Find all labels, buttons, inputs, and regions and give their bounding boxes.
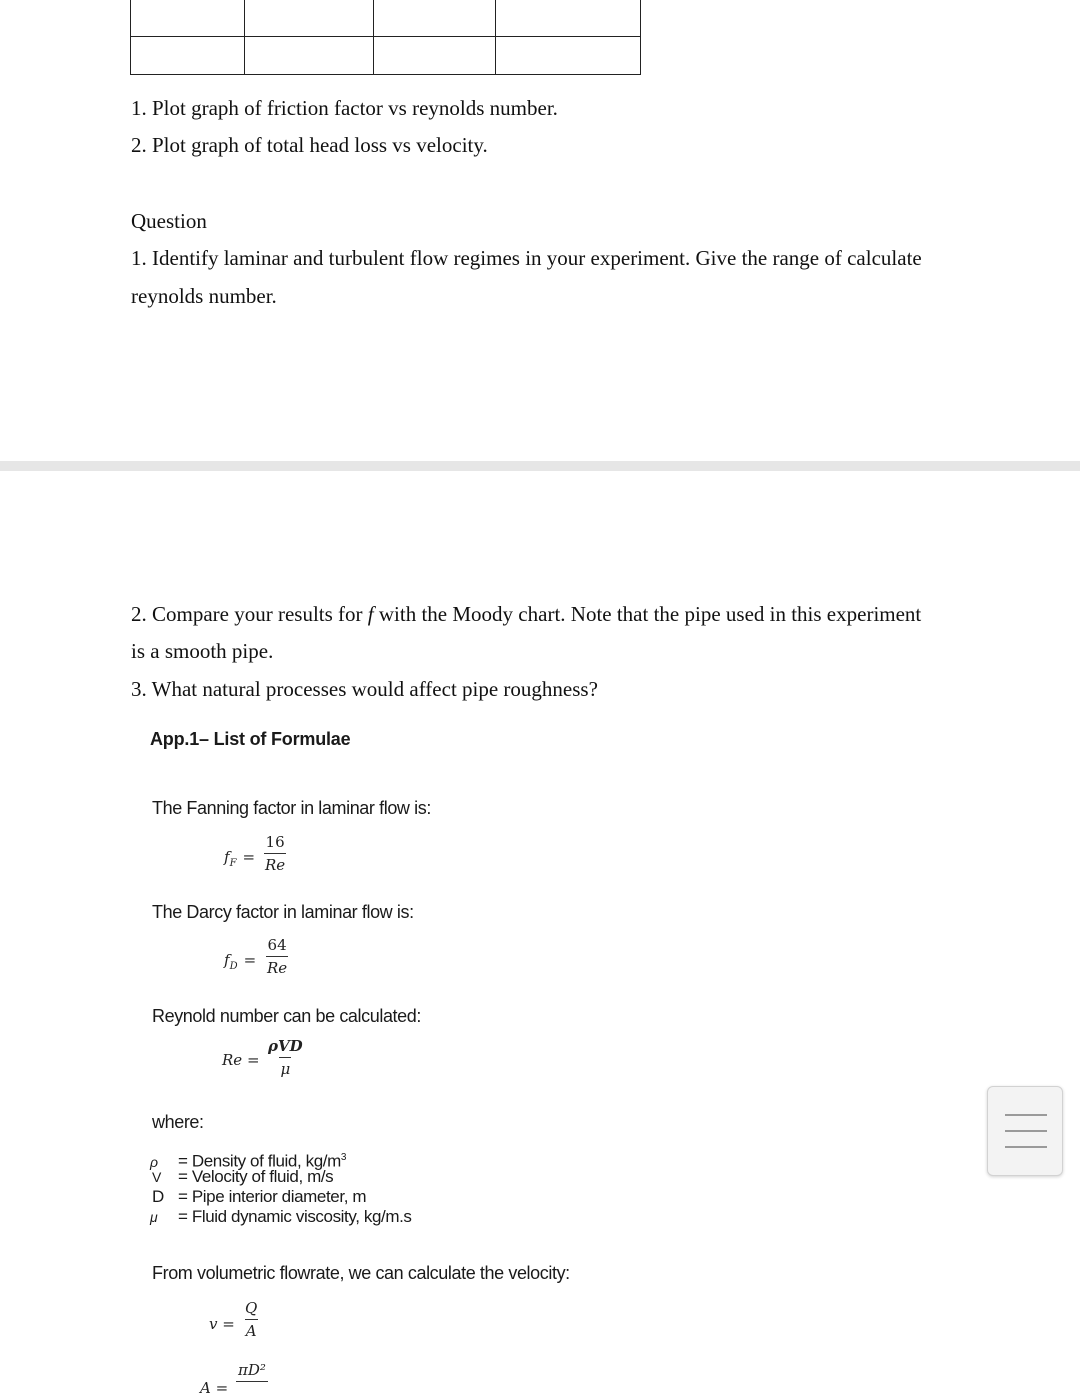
question-2-pre: 2. Compare your results for <box>131 602 368 626</box>
fanning-denominator: Re <box>264 853 286 873</box>
symbol-list <box>150 1148 412 1227</box>
darcy-numerator: 64 <box>267 936 287 954</box>
question-2-line-2: is a smooth pipe. <box>131 639 274 663</box>
reynolds-denominator: μ <box>279 1057 291 1077</box>
darcy-lhs-sub: D <box>229 961 238 972</box>
area-numerator: πD² <box>238 1361 266 1379</box>
question-3: 3. What natural processes would affect pipe roughness? <box>131 677 598 701</box>
darcy-lhs: $f_D$ = <box>224 951 257 972</box>
symbol-density-sup: 3 <box>340 1152 347 1163</box>
menu-button[interactable] <box>987 1086 1063 1176</box>
fanning-lhs: $f_F$ = <box>224 848 256 869</box>
darcy-intro: The Darcy factor in laminar flow is: <box>152 902 414 922</box>
symbol-row-viscosity <box>150 1207 412 1227</box>
area-lhs: A = <box>200 1379 229 1397</box>
symbol-row-diameter <box>150 1187 412 1207</box>
appendix-title: App.1– List of Formulae <box>150 729 351 749</box>
symbol-mu: μ <box>150 1208 158 1225</box>
question-2-post: with the Moody chart. Note that the pipe used in this experiment <box>373 602 922 626</box>
area-fraction <box>236 1362 268 1385</box>
question-1-line-1: 1. Identify laminar and turbulent flow regimes in your experiment. Give the range of calculate <box>131 246 922 270</box>
velocity-numerator: Q <box>245 1299 258 1317</box>
velocity-fraction <box>244 1300 258 1339</box>
table-row <box>131 0 641 37</box>
table-cell <box>496 0 641 37</box>
question-1-line-2: reynolds number. <box>131 284 277 308</box>
fanning-fraction <box>264 834 286 873</box>
table-cell <box>245 37 374 75</box>
darcy-denominator: Re <box>266 956 288 976</box>
velocity-intro: From volumetric flowrate, we can calculate the velocity: <box>152 1263 570 1283</box>
symbol-velocity-desc: = Velocity of fluid, m/s <box>178 1166 334 1186</box>
table-cell <box>374 37 496 75</box>
symbol-d: D <box>152 1186 164 1206</box>
symbol-density-desc: = Density of fluid, kg/m <box>178 1151 341 1171</box>
reynolds-fraction <box>267 1038 304 1077</box>
symbol-diameter-desc: = Pipe interior diameter, m <box>178 1186 367 1206</box>
table-row <box>131 37 641 75</box>
question-2-var: f <box>367 602 374 626</box>
fanning-lhs-symbol: f <box>224 848 230 866</box>
table-cell <box>131 37 245 75</box>
page-separator <box>0 461 1080 471</box>
symbol-rho: ρ <box>150 1153 158 1170</box>
table-cell <box>131 0 245 37</box>
symbol-row-velocity <box>150 1167 412 1187</box>
reynolds-numerator: ρVD <box>268 1037 303 1055</box>
fanning-lhs-sub: F <box>229 858 237 869</box>
where-label: where: <box>152 1112 204 1132</box>
table-cell <box>374 0 496 37</box>
table-cell <box>496 37 641 75</box>
velocity-lhs: v = <box>209 1315 235 1333</box>
darcy-lhs-symbol: f <box>224 951 230 969</box>
reynolds-intro: Reynold number can be calculated: <box>152 1006 421 1026</box>
table-cell <box>245 0 374 37</box>
fanning-intro: The Fanning factor in laminar flow is: <box>152 798 431 818</box>
instruction-2: 2. Plot graph of total head loss vs velocity. <box>131 133 488 157</box>
question-heading: Question <box>131 209 207 233</box>
question-2-line-1 <box>131 602 921 627</box>
darcy-fraction <box>266 937 288 976</box>
instruction-1: 1. Plot graph of friction factor vs reynolds number. <box>131 96 558 120</box>
symbol-viscosity-desc: = Fluid dynamic viscosity, kg/m.s <box>178 1206 412 1226</box>
symbol-v: V <box>152 1168 161 1185</box>
velocity-denominator: A <box>245 1319 258 1339</box>
reynolds-lhs: Re = <box>222 1051 260 1069</box>
fanning-numerator: 16 <box>265 833 285 851</box>
data-table <box>130 0 641 75</box>
